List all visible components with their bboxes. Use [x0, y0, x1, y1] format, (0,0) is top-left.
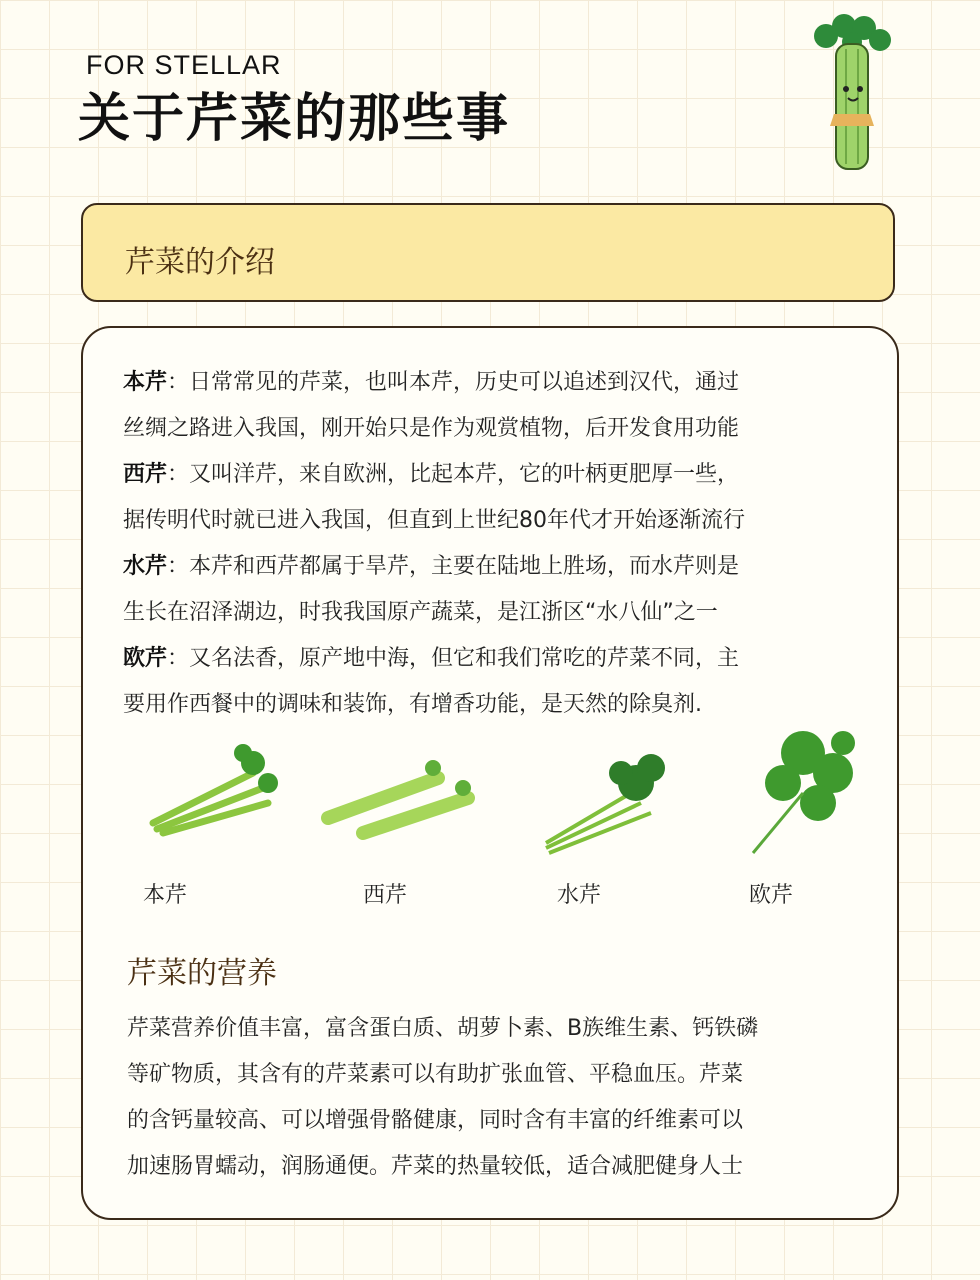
- nutrition-line: 的含钙量较高、可以增强骨骼健康，同时含有丰富的纤维素可以: [127, 1108, 744, 1133]
- term: 水芹: [123, 554, 168, 579]
- parsley-image-icon: [743, 713, 873, 863]
- term: 本芹: [123, 370, 168, 395]
- intro-item-shuiqin: [123, 544, 863, 636]
- intro-text: 要用作西餐中的调味和装饰，有增香功能，是天然的除臭剂.: [123, 692, 702, 717]
- section-title-nutrition: 芹菜的营养: [127, 956, 277, 991]
- intro-text: ：日常常见的芹菜，也叫本芹，历史可以追述到汉代，通过: [167, 370, 740, 395]
- intro-text: 丝绸之路进入我国，刚开始只是作为观赏植物，后开发食用功能: [123, 416, 740, 441]
- plant-label: 水芹: [557, 883, 602, 908]
- plant-label: 欧芹: [749, 883, 794, 908]
- intro-item-xiqin: [123, 452, 863, 544]
- intro-text: ：本芹和西芹都属于旱芹，主要在陆地上胜场，而水芹则是: [167, 554, 740, 579]
- page-title: 关于芹菜的那些事: [78, 89, 511, 149]
- plant-benqin: [143, 733, 283, 908]
- celery-image-icon: [318, 733, 478, 843]
- intro-text: ：又名法香，原产地中海，但它和我们常吃的芹菜不同，主: [167, 646, 740, 671]
- nutrition-line: 加速肠胃蠕动，润肠通便。芹菜的热量较低，适合减肥健身人士: [127, 1154, 744, 1179]
- intro-item-benqin: [123, 360, 863, 452]
- plant-ouqin: [743, 713, 873, 908]
- plant-label: 西芹: [363, 883, 408, 908]
- plant-label: 本芹: [143, 883, 188, 908]
- intro-text: 据传明代时就已进入我国，但直到上世纪80年代才开始逐渐流行: [123, 508, 745, 533]
- term: 欧芹: [123, 646, 168, 671]
- nutrition-line: 等矿物质，其含有的芹菜素可以有助扩张血管、平稳血压。芹菜: [127, 1062, 744, 1087]
- intro-text: 生长在沼泽湖边，时我我国原产蔬菜，是江浙区“水八仙”之一: [123, 600, 718, 625]
- plant-gallery: [83, 733, 897, 913]
- nutrition-text: [127, 1006, 758, 1190]
- section-header-intro: [81, 203, 895, 302]
- term: 西芹: [123, 462, 168, 487]
- intro-text: ：又叫洋芹，来自欧洲，比起本芹，它的叶柄更肥厚一些，: [167, 462, 740, 487]
- plant-shuiqin: [541, 733, 671, 908]
- nutrition-line: 芹菜营养价值丰富，富含蛋白质、胡萝卜素、B族维生素、钙铁磷: [127, 1016, 759, 1041]
- plant-xiqin: [318, 733, 478, 908]
- intro-list: [123, 360, 863, 728]
- celery-image-icon: [143, 733, 283, 843]
- celery-image-icon: [541, 733, 671, 863]
- section-title-intro: 芹菜的介绍: [125, 245, 275, 280]
- subtitle: FOR STELLAR: [86, 50, 282, 80]
- content-card: [81, 326, 899, 1220]
- celery-mascot-icon: [806, 14, 896, 178]
